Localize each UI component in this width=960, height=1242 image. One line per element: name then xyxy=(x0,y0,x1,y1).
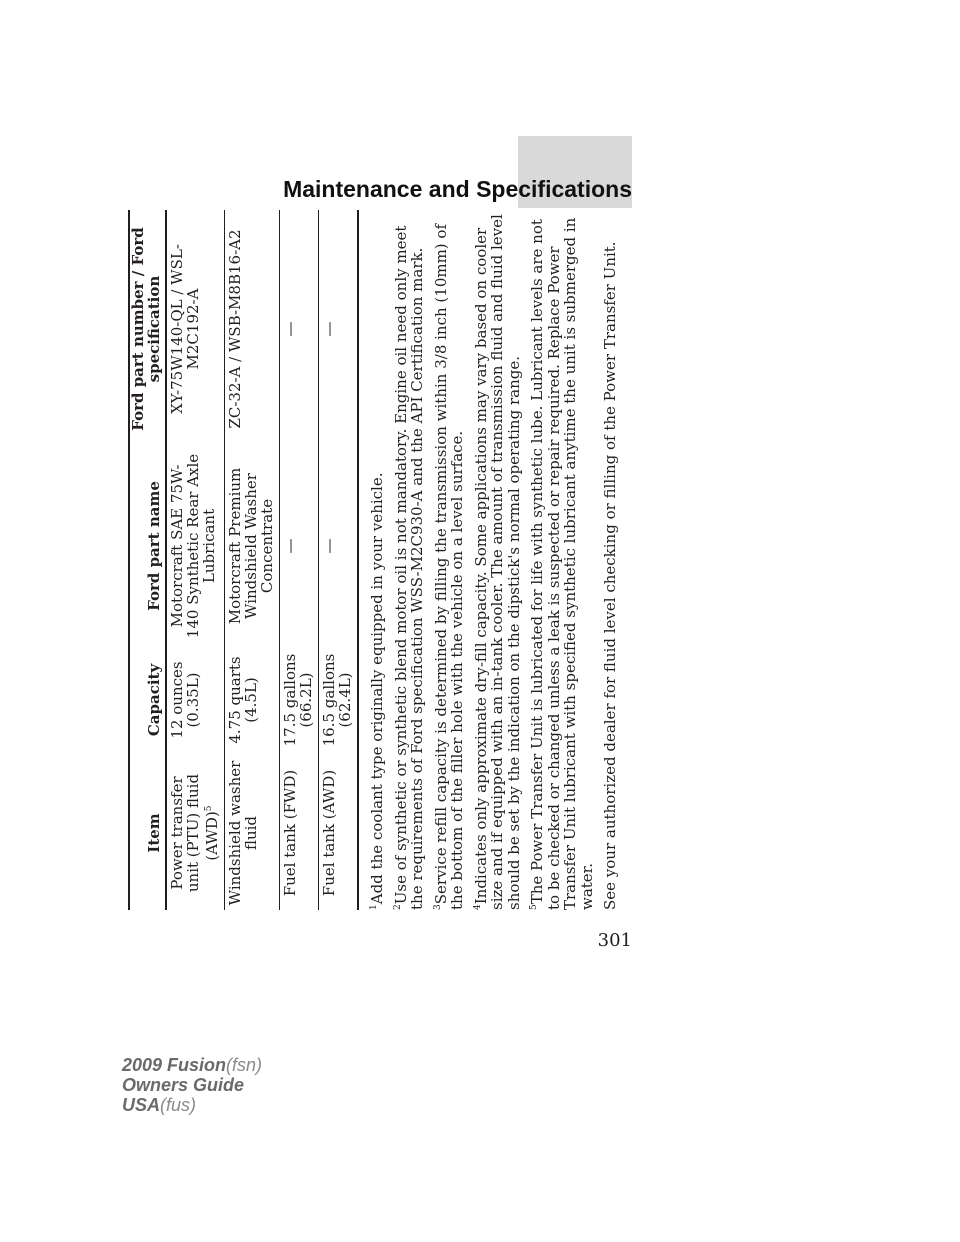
column-header: Item xyxy=(145,813,163,853)
table-row xyxy=(319,210,359,910)
part-name-cell: — xyxy=(320,538,338,554)
table-header-row xyxy=(129,210,166,910)
footnote: See your authorized dealer for fluid level checking or filling of the Power Transfer Unit. xyxy=(601,241,619,910)
item-cell: Fuel tank (FWD) xyxy=(281,769,299,897)
footnote: $^3$Service refill capacity is determined by filling the transmission within 3/8 inch (10mm) of the bottom of the filler hole with the vehicle on a level surface. xyxy=(431,223,466,910)
capacity-table xyxy=(128,210,359,910)
item-cell: Power transfer unit (PTU) fluid (AWD)$^5$ xyxy=(168,773,221,893)
table-row xyxy=(225,210,280,910)
part-name-cell: — xyxy=(281,538,299,554)
footnote-ref: 5 xyxy=(204,805,214,812)
column-header: Ford part name xyxy=(145,481,163,611)
footer-line: USA(fus) xyxy=(122,1095,197,1115)
table-row xyxy=(166,210,225,910)
item-cell: Windshield washer fluid xyxy=(226,760,260,906)
part-name-cell: Motorcraft Premium Windshield Washer Concentrate xyxy=(226,467,276,625)
part-number-cell: — xyxy=(320,321,338,337)
part-name-cell: Motorcraft SAE 75W-140 Synthetic Rear Axle Lubricant xyxy=(168,453,218,639)
footnote: $^1$Add the coolant type originally equipped in your vehicle. xyxy=(368,472,386,910)
rotated-content xyxy=(128,210,619,910)
footer-line: Owners Guide xyxy=(122,1075,245,1095)
footnote: $^4$Indicates only approximate dry-fill capacity. Some applications may vary based on cooler size and if equipped with an in-tank cooler. The amount of transmission fluid and fluid level should be set by the indication on the dipstick's normal operating range. xyxy=(471,214,523,910)
capacity-cell: 17.5 gallons (66.2L) xyxy=(281,653,315,747)
column-header: Ford part number / Ford specification xyxy=(129,227,163,431)
table-row xyxy=(280,210,319,910)
document-footer xyxy=(122,1055,262,1115)
part-number-cell: XY-75W140-QL / WSL-M2C192-A xyxy=(168,244,202,414)
footnote: $^2$Use of synthetic or synthetic blend motor oil is not mandatory. Engine oil need only meet the requirements of Ford specification WSS-M2C930-A and the API Certification mark. xyxy=(391,225,426,910)
section-title: Maintenance and Specifications xyxy=(283,176,632,202)
footnote: $^5$The Power Transfer Unit is lubricated for life with synthetic lube. Lubricant levels are not to be checked or changed unless a leak is suspected or repair required. Replace Power Transfer Unit lubricant with specified synthetic lubricant anytime the unit is submerged in water. xyxy=(528,217,596,910)
part-number-cell: — xyxy=(281,321,299,337)
footnotes xyxy=(369,210,619,910)
capacity-cell: 4.75 quarts (4.5L) xyxy=(226,656,260,744)
capacity-cell: 12 ounces (0.35L) xyxy=(168,661,202,739)
page-number: 301 xyxy=(597,930,632,951)
capacity-cell: 16.5 gallons (62.4L) xyxy=(320,653,354,747)
column-header: Capacity xyxy=(145,663,163,737)
part-number-cell: ZC-32-A / WSB-M8B16-A2 xyxy=(226,229,244,429)
item-cell: Fuel tank (AWD) xyxy=(320,769,338,897)
footer-line: 2009 Fusion(fsn) xyxy=(122,1055,263,1075)
